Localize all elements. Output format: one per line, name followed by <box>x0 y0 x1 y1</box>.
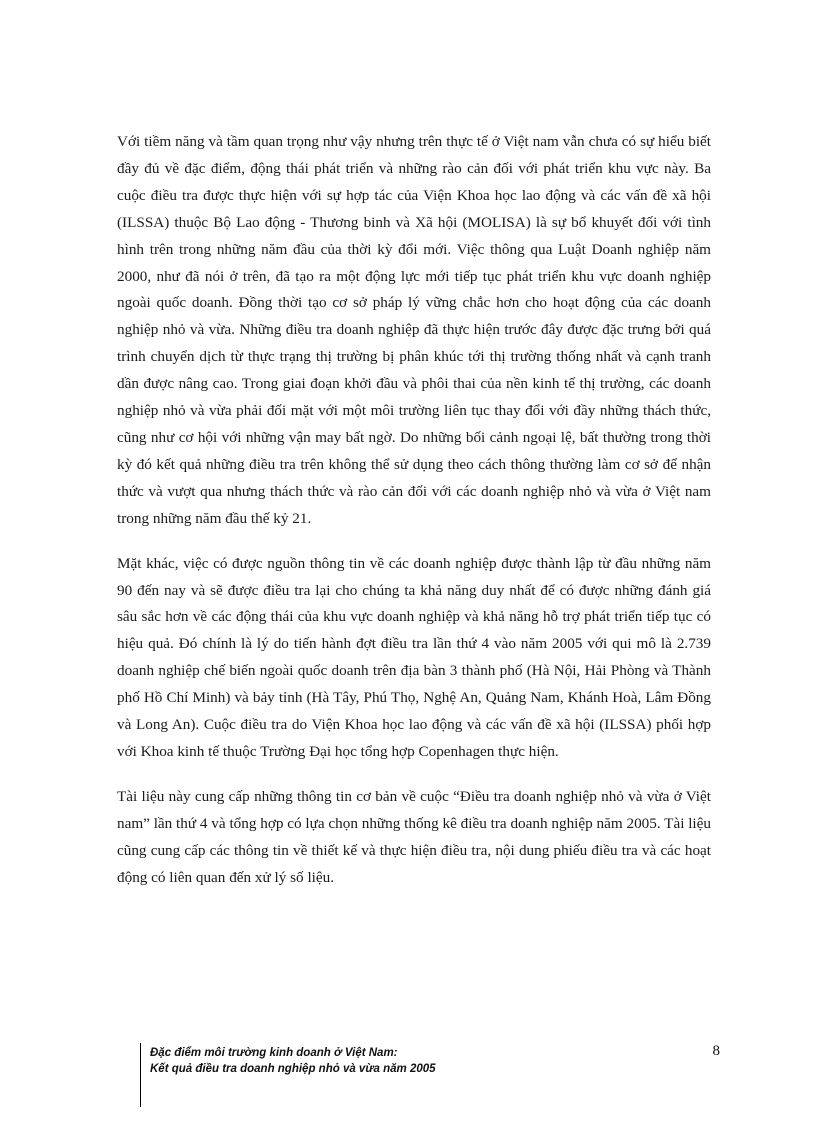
paragraph-2: Mặt khác, việc có được nguồn thông tin về các doanh nghiệp được thành lập từ đầu những năm 90 đến nay và sẽ được điều tra lại cho chúng ta khả năng duy nhất để có được những đánh giá sâu sắc hơn về các động thái của khu vực doanh nghiệp và khả năng hỗ trợ phát triển tiếp tục có hiệu quả. Đó chính là lý do tiến hành đợt điều tra lần thứ 4 vào năm 2005 với qui mô là 2.739 doanh nghiệp chế biến ngoài quốc doanh trên địa bàn 3 thành phố (Hà Nội, Hải Phòng và Thành phố Hồ Chí Minh) và bảy tỉnh (Hà Tây, Phú Thọ, Nghệ An, Quảng Nam, Khánh Hoà, Lâm Đồng và Long An). Cuộc điều tra do Viện Khoa học lao động và các vấn đề xã hội (ILSSA) phối hợp với Khoa kinh tế thuộc Trường Đại học tổng hợp Copenhagen thực hiện. <box>117 554 711 760</box>
footer-title-line-1: Đặc điểm môi trường kinh doanh ở Việt Nam: <box>150 1047 398 1059</box>
paragraph-1: Với tiềm năng và tầm quan trọng như vậy nhưng trên thực tế ở Việt nam vẫn chưa có sự hiểu biết đầy đủ về đặc điểm, động thái phát triển và những rào cản đối với phát triển khu vực này. Ba cuộc điều tra được thực hiện với sự hợp tác của Viện Khoa học lao động và các vấn đề xã hội (ILSSA) thuộc Bộ Lao động - Thương binh và Xã hội (MOLISA) là sự bổ khuyết đối với tình hình trên trong những năm đầu của thời kỳ đổi mới. Việc thông qua Luật Doanh nghiệp năm 2000, như đã nói ở trên, đã tạo ra một động lực mới tiếp tục phát triển khu vực doanh nghiệp ngoài quốc doanh. Đồng thời tạo cơ sở pháp lý vững chắc hơn cho hoạt động của các doanh nghiệp nhỏ và vừa. Những điều tra doanh nghiệp đã thực hiện trước đây được đặc trưng bởi quá trình chuyển dịch từ thực trạng thị trường bị phân khúc tới thị trường thống nhất và cạnh tranh dần được nâng cao. Trong giai đoạn khởi đầu và phôi thai của nền kinh tế thị trường, các doanh nghiệp nhỏ và vừa phải đối mặt với một môi trường liên tục thay đổi với đầy những thách thức, cũng như cơ hội với những vận may bất ngờ. Do những bối cảnh ngoại lệ, bất thường trong thời kỳ đó kết quả những điều tra trên không thể sử dụng theo cách thông thường làm cơ sở để nhận thức và vượt qua nhưng thách thức và rào cản đối với các doanh nghiệp nhỏ và vừa ở Việt nam trong những năm đầu thế kỷ 21. <box>117 133 711 527</box>
body-text <box>117 129 711 909</box>
footer-title <box>150 1045 436 1077</box>
page-number: 8 <box>712 1043 720 1059</box>
paragraph-3: Tài liệu này cung cấp những thông tin cơ bản về cuộc “Điều tra doanh nghiệp nhỏ và vừa ở Việt nam” lần thứ 4 và tổng hợp có lựa chọn những thống kê điều tra doanh nghiệp năm 2005. Tài liệu cũng cung cấp các thông tin về thiết kế và thực hiện điều tra, nội dung phiếu điều tra và các hoạt động có liên quan đến xử lý số liệu. <box>117 787 711 886</box>
footer-title-line-2: Kết quả điều tra doanh nghiệp nhỏ và vừa năm 2005 <box>150 1063 436 1075</box>
footer-divider <box>140 1043 141 1107</box>
